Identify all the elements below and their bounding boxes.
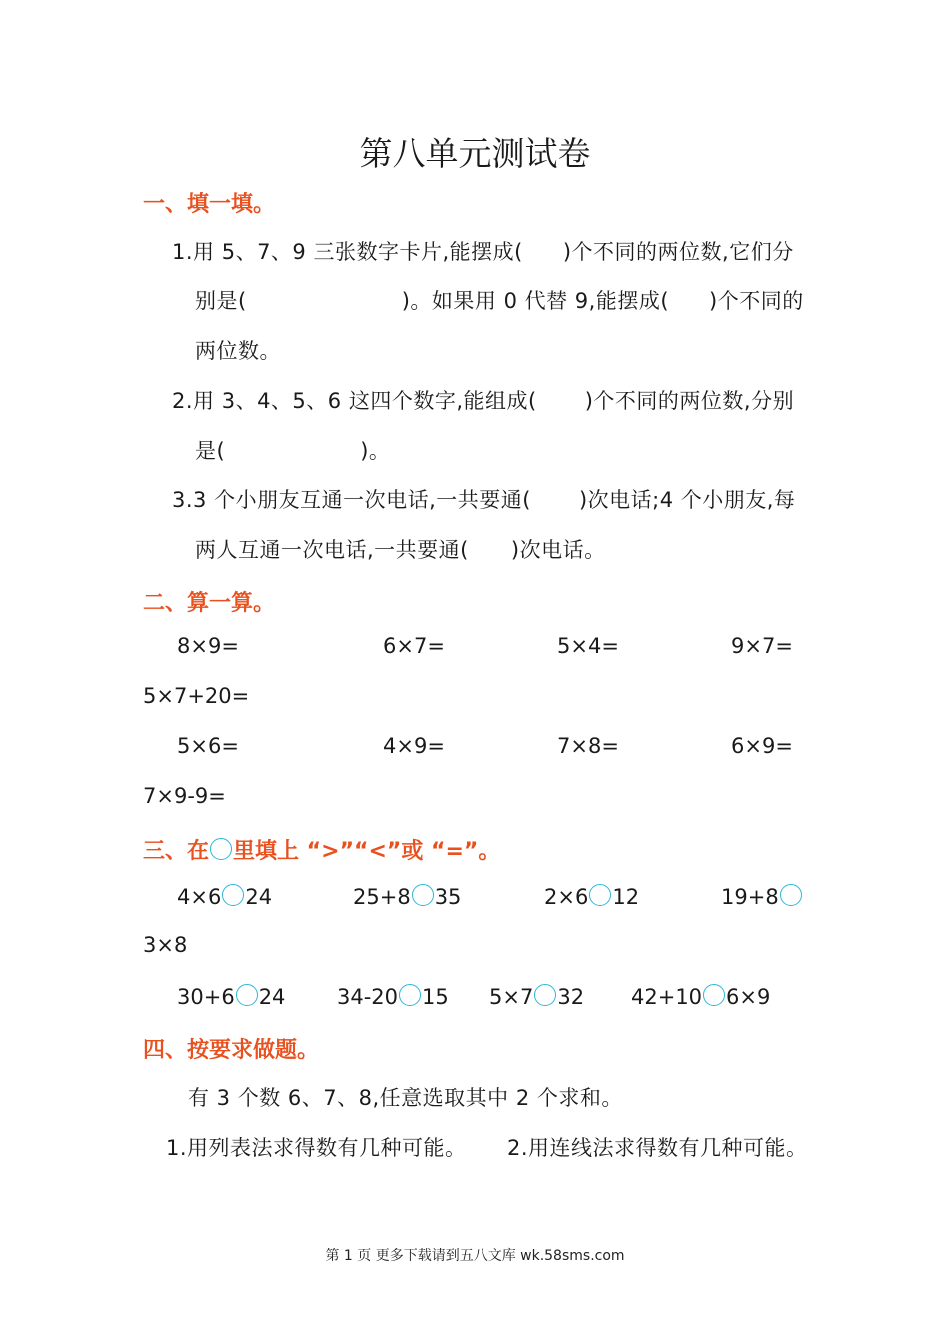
task-q1: 1.用列表法求得数有几种可能。: [166, 1136, 467, 1160]
q1-line-2: [195, 285, 804, 315]
section3-text-b: 里填上 “>”“<”或 “=”。: [233, 839, 501, 864]
compare-right: 24: [258, 985, 286, 1009]
q2-line-1: [172, 385, 794, 415]
compare-left: 4×6: [177, 885, 222, 909]
compare-right: 35: [434, 885, 462, 909]
compare-right: 32: [557, 985, 585, 1009]
compare-item: [177, 884, 272, 909]
q1-line-1: [172, 236, 794, 266]
compare-left: 34-20: [337, 985, 399, 1009]
q2-line-2: [195, 435, 390, 465]
q1-line-3: 两位数。: [195, 339, 281, 363]
q1-text-d: )。如果用 0 代替 9,能摆成(: [401, 289, 670, 313]
compare-circle[interactable]: [222, 884, 244, 906]
q3-line-1: [172, 484, 795, 514]
compare-left: 2×6: [544, 885, 589, 909]
compare-circle[interactable]: [703, 984, 725, 1006]
compare-item: [177, 984, 285, 1009]
task-intro: 有 3 个数 6、7、8,任意选取其中 2 个求和。: [188, 1086, 623, 1110]
circle-blank-icon: [210, 838, 232, 860]
q1-text-a: 1.用 5、7、9 三张数字卡片,能摆成(: [172, 240, 523, 264]
compare-circle[interactable]: [534, 984, 556, 1006]
section-heading-task: 四、按要求做题。: [143, 1038, 320, 1063]
q2-text-d: )。: [360, 439, 391, 463]
compare-right: 6×9: [726, 985, 771, 1009]
compare-left: 25+8: [353, 885, 411, 909]
compare-right: 12: [612, 885, 640, 909]
q2-text-c: 是(: [195, 439, 226, 463]
compare-left: 19+8: [721, 885, 779, 909]
compare-item: [353, 884, 461, 909]
compare-item: [337, 984, 449, 1009]
calc-item: 8×9=: [177, 634, 239, 658]
calc-item: 5×4=: [557, 634, 619, 658]
section-heading-fill: 一、填一填。: [143, 192, 276, 217]
compare-left: 42+10: [631, 985, 703, 1009]
compare-circle[interactable]: [412, 884, 434, 906]
q1-text-e: )个不同的: [709, 289, 804, 313]
task-q2: 2.用连线法求得数有几种可能。: [507, 1136, 808, 1160]
compare-circle[interactable]: [589, 884, 611, 906]
page-footer: 第 1 页 更多下载请到五八文库 wk.58sms.com: [325, 1248, 625, 1264]
compare-right: 24: [245, 885, 273, 909]
q2-text-a: 2.用 3、4、5、6 这四个数字,能组成(: [172, 389, 537, 413]
section-heading-compare: [143, 834, 500, 865]
section-heading-calc: 二、算一算。: [143, 591, 276, 616]
q1-text-b: )个不同的两位数,它们分: [562, 240, 794, 264]
compare-right: 15: [422, 985, 449, 1009]
calc-item: 7×9-9=: [143, 784, 226, 808]
compare-continued: 3×8: [143, 933, 188, 957]
compare-left: 5×7: [489, 985, 534, 1009]
compare-item: [544, 884, 639, 909]
compare-circle[interactable]: [399, 984, 421, 1006]
calc-item: 7×8=: [557, 734, 619, 758]
calc-item: 4×9=: [383, 734, 445, 758]
q3-line-2: [195, 534, 606, 564]
page-title: 第八单元测试卷: [359, 134, 591, 173]
calc-item: 5×7+20=: [143, 684, 250, 708]
calc-item: 6×9=: [731, 734, 793, 758]
section3-text-a: 三、在: [143, 839, 210, 864]
calc-item: 5×6=: [177, 734, 239, 758]
q3-text-d: )次电话。: [510, 538, 606, 562]
q2-text-b: )个不同的两位数,分别: [584, 389, 795, 413]
compare-item: [489, 984, 584, 1009]
compare-item: [631, 984, 770, 1009]
compare-left: 30+6: [177, 985, 235, 1009]
calc-item: 9×7=: [731, 634, 793, 658]
compare-circle[interactable]: [780, 884, 802, 906]
calc-item: 6×7=: [383, 634, 445, 658]
compare-item: [721, 884, 803, 909]
q1-text-c: 别是(: [195, 289, 247, 313]
compare-circle[interactable]: [236, 984, 258, 1006]
q3-text-b: )次电话;4 个小朋友,每: [578, 488, 796, 512]
q3-text-a: 3.3 个小朋友互通一次电话,一共要通(: [172, 488, 531, 512]
q3-text-c: 两人互通一次电话,一共要通(: [195, 538, 469, 562]
